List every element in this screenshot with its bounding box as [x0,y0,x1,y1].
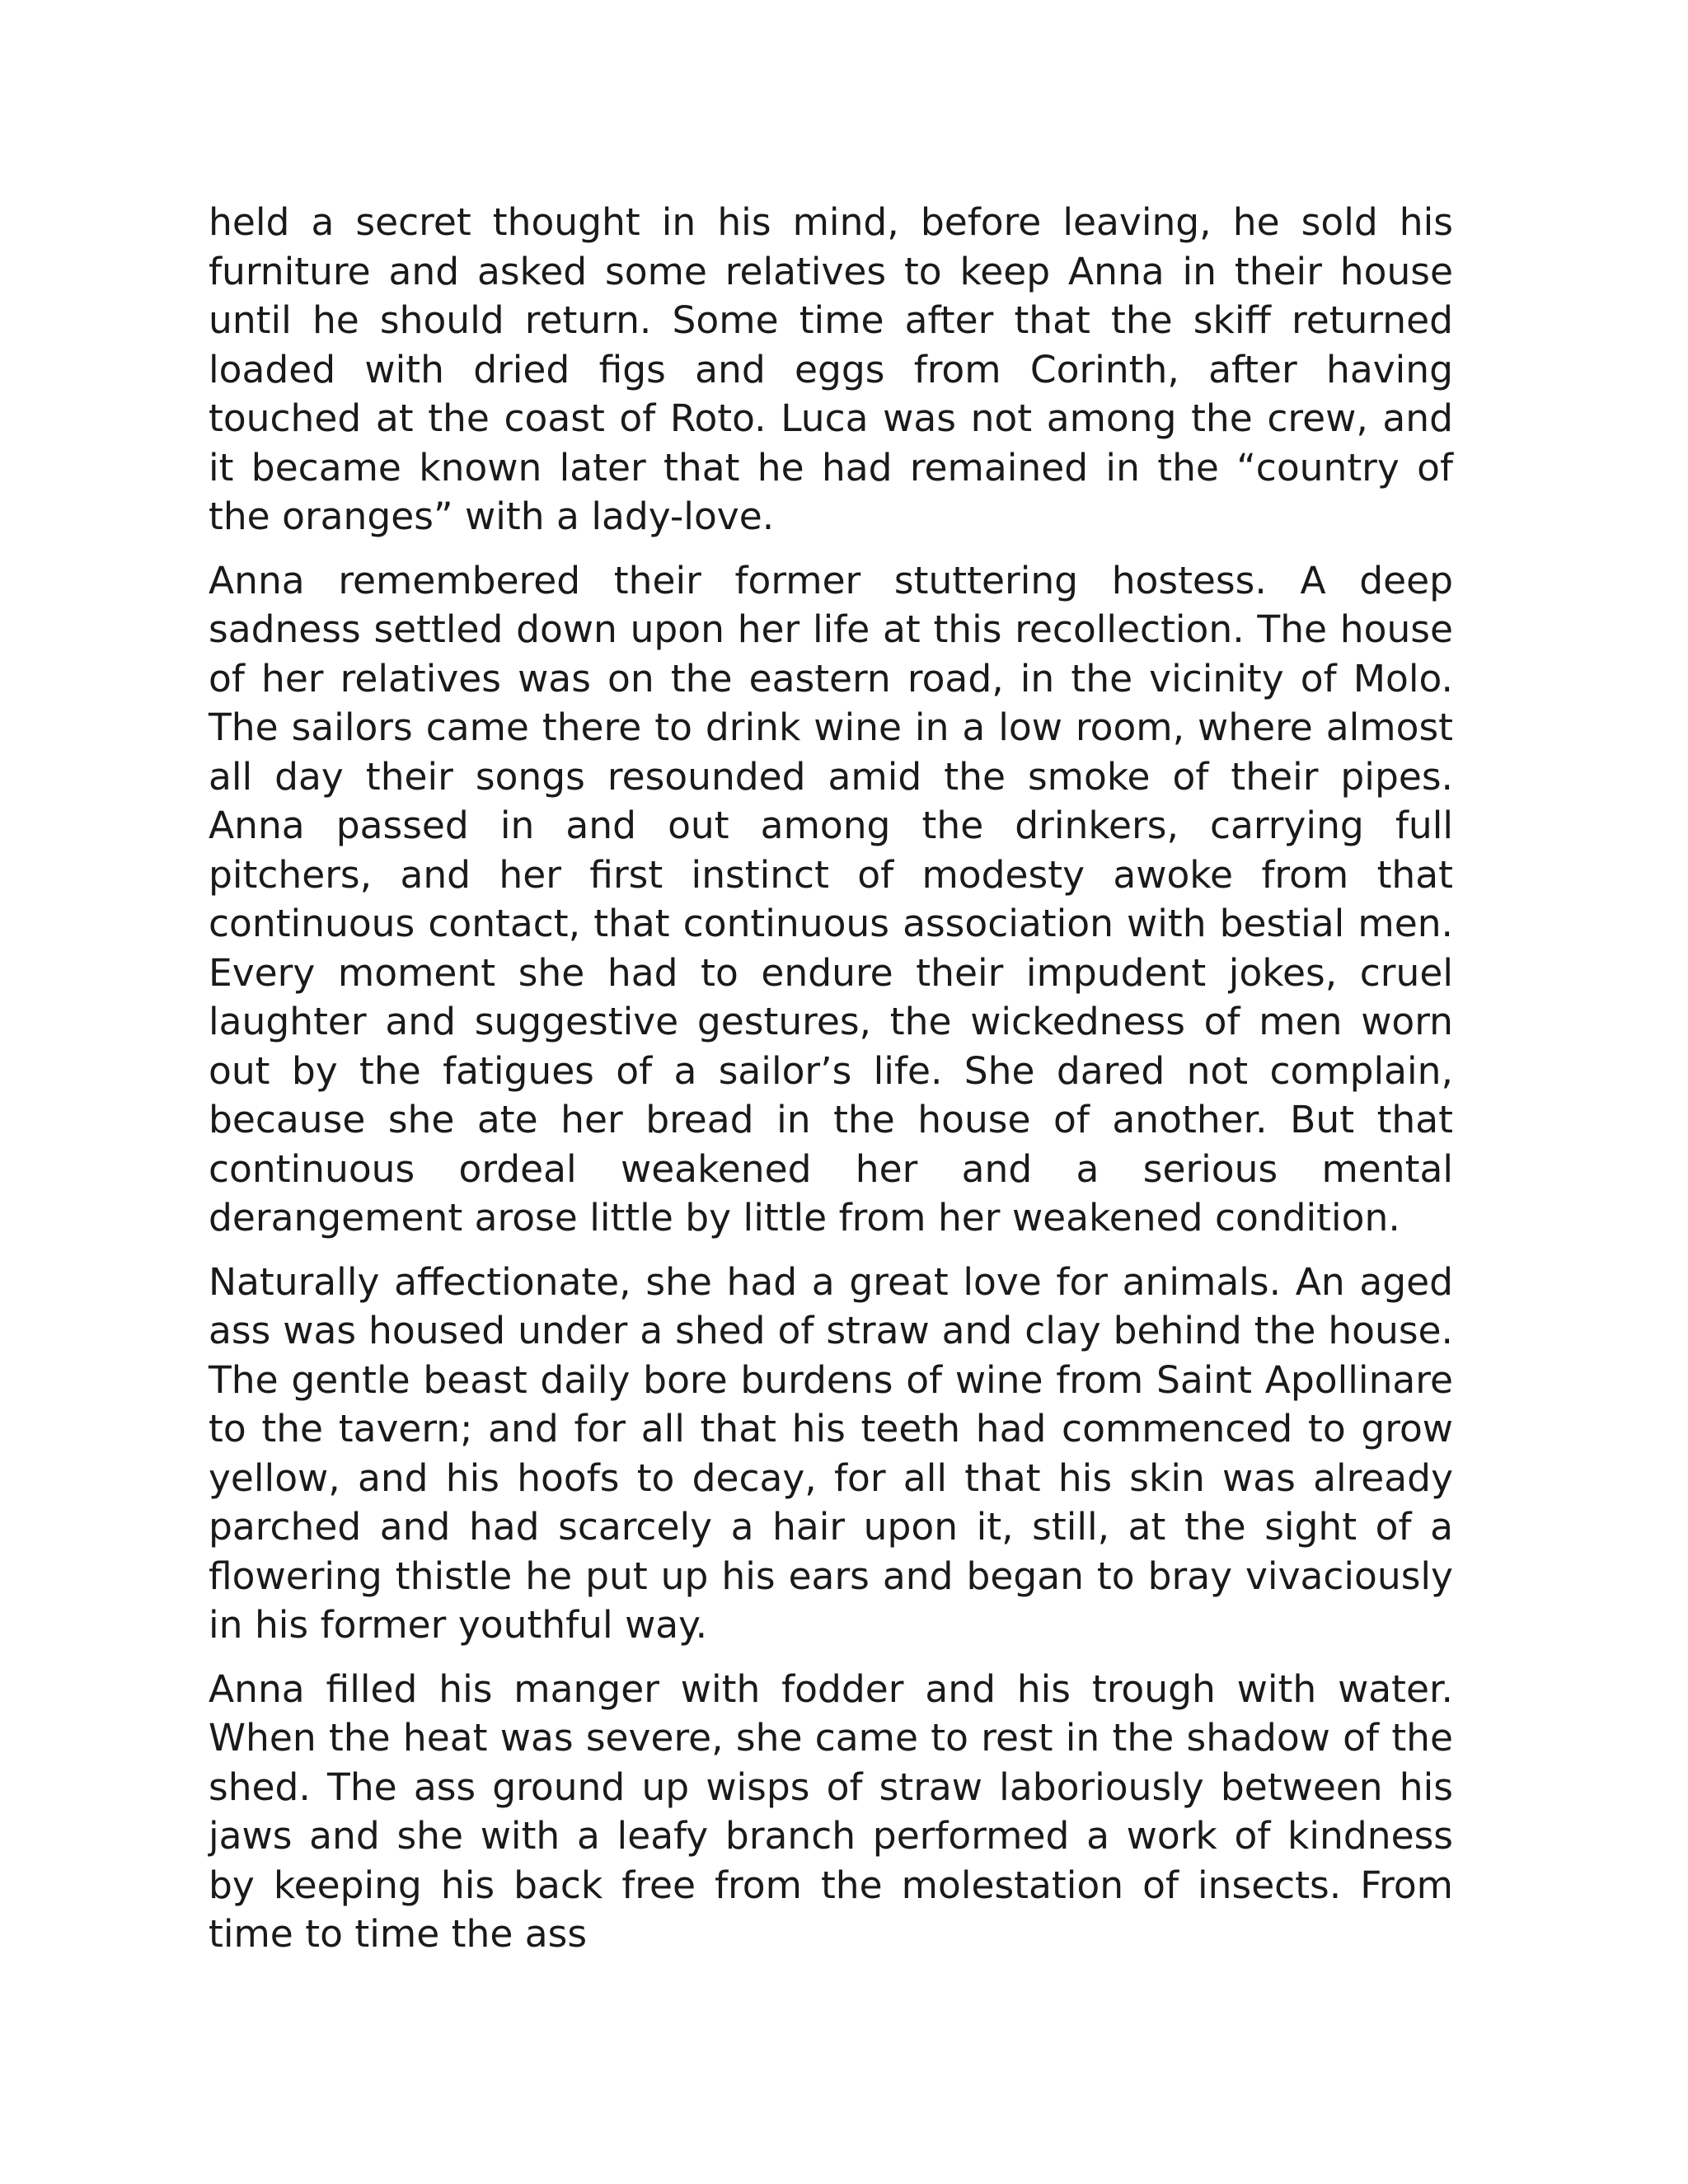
body-text [209,198,1453,1974]
paragraph-1: held a secret thought in his mind, before leaving, he sold his furniture and asked some relatives to keep Anna in their house until he should return. Some time after that the skiff returned loaded with dried figs and eggs from Corinth, after having touched at the coast of Roto. Luca was not among the crew, and it became known later that he had remained in the “country of the oranges” with a lady-love. [209,200,1453,538]
paragraph-3: Naturally affectionate, she had a great love for animals. An aged ass was housed under a shed of straw and clay behind the house. The gentle beast daily bore burdens of wine from Saint Apollinare to the tavern; and for all that his teeth had commenced to grow yellow, and his hoofs to decay, for all that his skin was already parched and had scarcely a hair upon it, still, at the sight of a flowering thistle he put up his ears and began to bray vivaciously in his former youthful way. [209,1259,1453,1647]
paragraph-2: Anna remembered their former stuttering hostess. A deep sadness settled down upon her life at this recollection. The house of her relatives was on the eastern road, in the vicinity of Molo. The sailors came there to drink wine in a low room, where almost all day their songs resounded amid the smoke of their pipes. Anna passed in and out among the drinkers, carrying full pitchers, and her first instinct of modesty awoke from that continuous contact, that continuous association with bestial men. Every moment she had to endure their impudent jokes, cruel laughter and suggestive gestures, the wickedness of men worn out by the fatigues of a sailor’s life. She dared not complain, because she ate her bread in the house of another. But that continuous ordeal weakened her and a serious mental derangement arose little by little from her weakened condition. [209,558,1453,1240]
paragraph-4: Anna filled his manger with fodder and his trough with water. When the heat was severe, she came to rest in the shadow of the shed. The ass ground up wisps of straw laboriously between his jaws and she with a leafy branch performed a work of kindness by keeping his back free from the molestation of insects. From time to time the ass [209,1666,1453,1956]
